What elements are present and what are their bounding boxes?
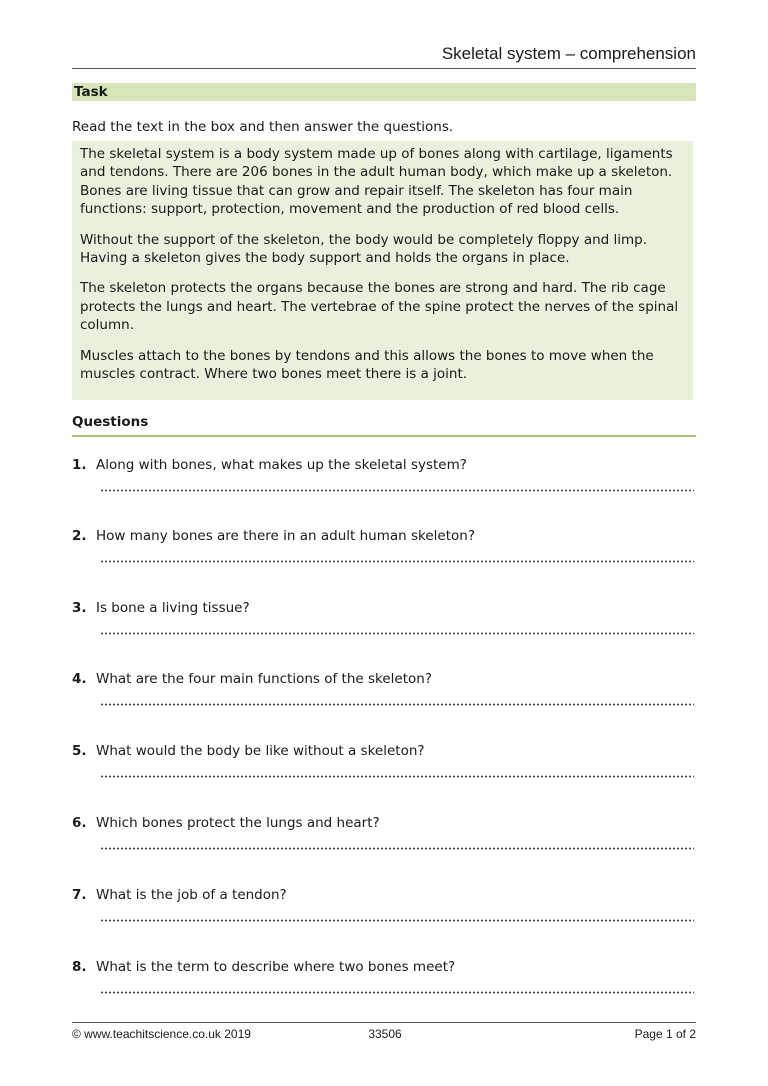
questions-heading: Questions bbox=[72, 414, 149, 430]
answer-line[interactable] bbox=[100, 489, 694, 492]
question-text: What is the job of a tendon? bbox=[96, 887, 287, 903]
question-number: 5. bbox=[72, 743, 87, 759]
question-text: Along with bones, what makes up the skeletal system? bbox=[96, 457, 467, 473]
answer-line[interactable] bbox=[100, 703, 694, 706]
footer-page-number: Page 1 of 2 bbox=[634, 1027, 696, 1041]
question-text: What are the four main functions of the skeleton? bbox=[96, 671, 432, 687]
passage-paragraph: The skeleton protects the organs because the bones are strong and hard. The rib cage protects the lungs and heart. The vertebrae of the spine protect the nerves of the spinal column. bbox=[80, 280, 679, 334]
question-number: 2. bbox=[72, 528, 87, 544]
question-number: 6. bbox=[72, 815, 87, 831]
question-text: How many bones are there in an adult human skeleton? bbox=[96, 528, 475, 544]
footer-resource-code: 33506 bbox=[368, 1027, 402, 1041]
answer-line[interactable] bbox=[100, 775, 694, 778]
question-number: 7. bbox=[72, 887, 87, 903]
question-number: 3. bbox=[72, 600, 87, 616]
task-instruction: Read the text in the box and then answer the questions. bbox=[72, 119, 454, 135]
answer-line[interactable] bbox=[100, 991, 694, 994]
answer-line[interactable] bbox=[100, 919, 694, 922]
question-text: What is the term to describe where two bones meet? bbox=[96, 959, 456, 975]
question-number: 4. bbox=[72, 671, 87, 687]
passage-paragraph: Muscles attach to the bones by tendons and this allows the bones to move when the muscles contract. Where two bones meet there is a joint. bbox=[80, 347, 654, 383]
header-divider bbox=[72, 68, 696, 69]
question-number: 8. bbox=[72, 959, 87, 975]
answer-line[interactable] bbox=[100, 847, 694, 850]
document-title: Skeletal system – comprehension bbox=[441, 44, 696, 63]
answer-line[interactable] bbox=[100, 632, 694, 635]
passage-paragraph: Without the support of the skeleton, the body would be completely floppy and limp. Having a skeleton gives the body support and holds the organs in place. bbox=[80, 231, 648, 267]
answer-line[interactable] bbox=[100, 560, 694, 563]
footer-copyright: © www.teachitscience.co.uk 2019 bbox=[72, 1027, 251, 1041]
question-text: Is bone a living tissue? bbox=[96, 600, 250, 616]
task-heading: Task bbox=[72, 83, 696, 101]
reading-passage-box bbox=[72, 141, 693, 400]
question-number: 1. bbox=[72, 457, 87, 473]
footer-divider bbox=[72, 1022, 696, 1023]
question-text: What would the body be like without a skeleton? bbox=[96, 743, 425, 759]
question-text: Which bones protect the lungs and heart? bbox=[96, 815, 380, 831]
passage-paragraph: The skeletal system is a body system made up of bones along with cartilage, ligaments and tendons. There are 206 bones in the adult human body, which make up a skeleton. Bones are living tissue that can grow and repair itself. The skeleton has four main functions: support, protection, movement and the production of red blood cells. bbox=[80, 146, 673, 218]
questions-divider bbox=[72, 435, 696, 437]
